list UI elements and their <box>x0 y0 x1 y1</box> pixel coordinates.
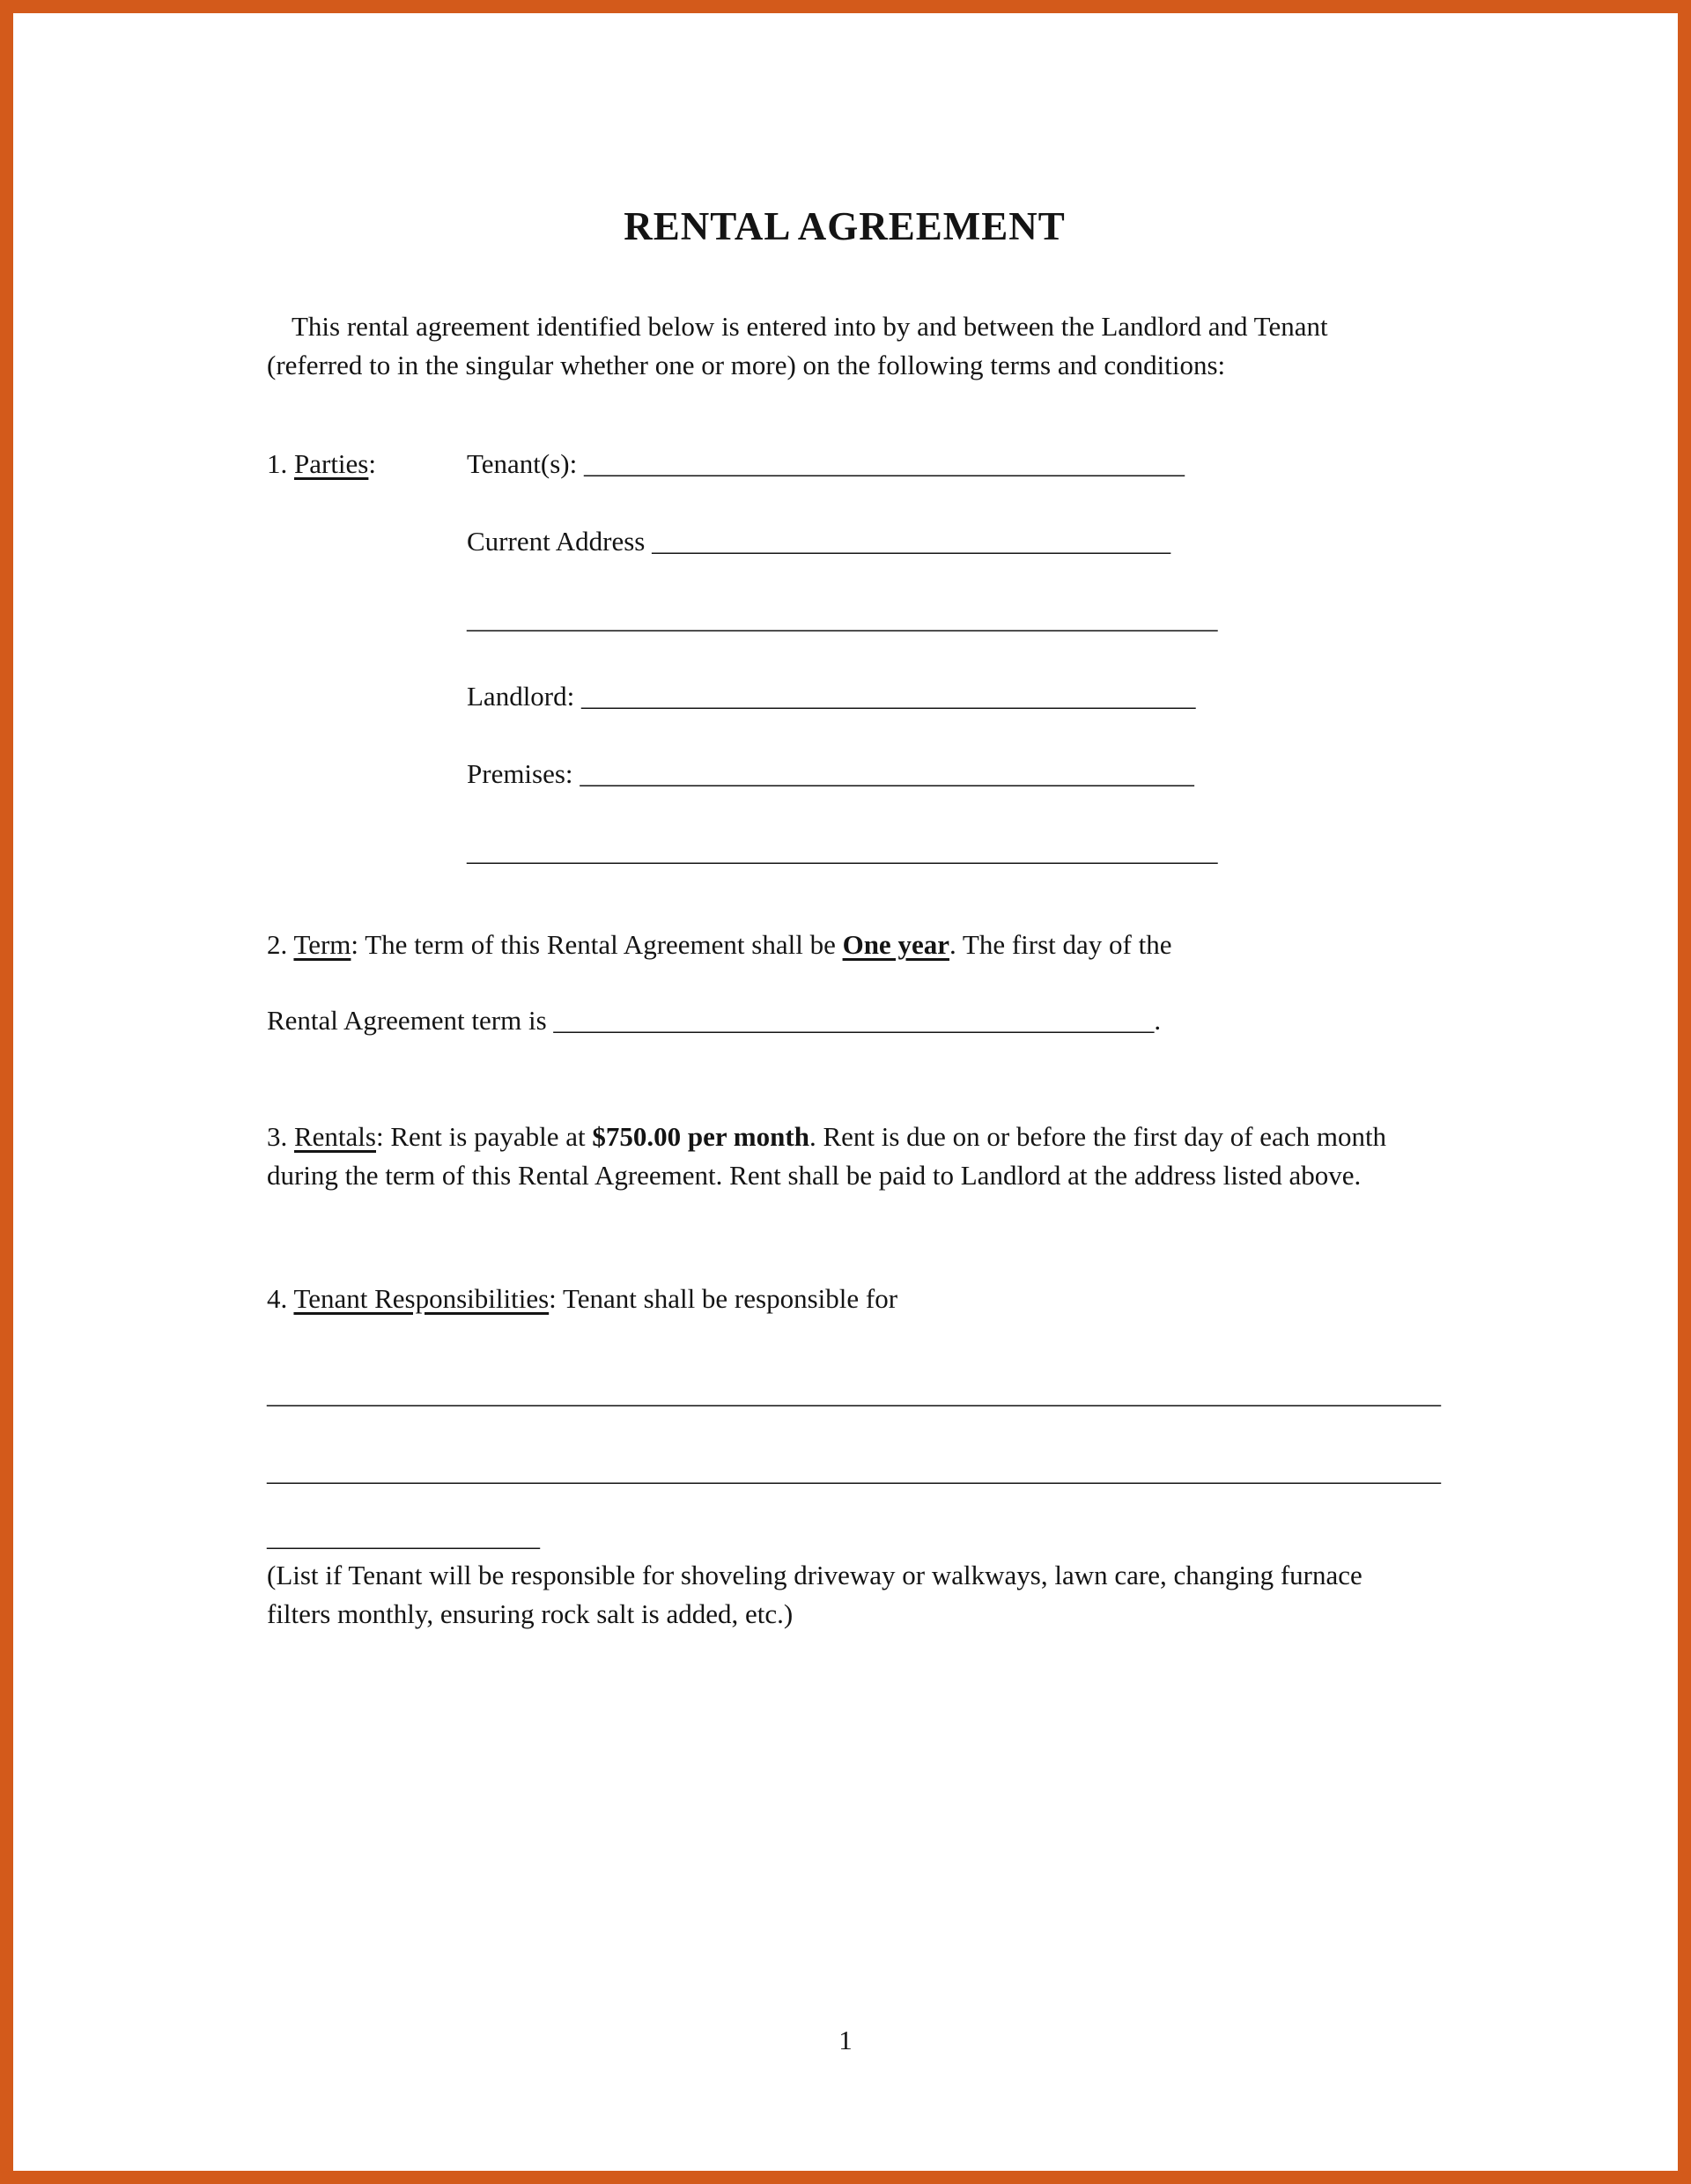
rentals-text-1: : Rent is payable at <box>376 1121 593 1152</box>
term-first-day-label: Rental Agreement term is <box>267 1005 554 1036</box>
landlord-blank-line: _____________________________________________ <box>581 681 1196 712</box>
field-landlord <box>467 677 1422 716</box>
term-heading-word: Term <box>293 929 351 960</box>
rentals-paragraph <box>267 1118 1422 1195</box>
responsibilities-heading-line <box>267 1280 1422 1318</box>
section-term <box>267 926 1422 1040</box>
rentals-heading-word: Rentals <box>294 1121 376 1152</box>
responsibilities-blank-line-1: ______________________________________________________________________________________ <box>267 1378 1441 1409</box>
field-premises-continuation <box>467 832 1422 871</box>
current-address-label: Current Address <box>467 526 653 557</box>
field-address-continuation <box>467 600 1422 638</box>
rentals-amount: $750.00 per month <box>592 1121 809 1152</box>
responsibilities-blank-line-3: ____________________ <box>267 1521 540 1552</box>
term-one-year: One year <box>842 929 949 960</box>
section-rentals <box>267 1118 1422 1195</box>
document-content <box>13 13 1678 1634</box>
field-current-address <box>467 522 1422 561</box>
responsibilities-text: : Tenant shall be responsible for <box>549 1283 898 1314</box>
landlord-label: Landlord: <box>467 681 581 712</box>
term-line2-period: . <box>1154 1005 1162 1036</box>
parties-heading <box>267 445 467 483</box>
parties-heading-colon: : <box>368 448 376 479</box>
premises-label: Premises: <box>467 758 580 789</box>
rentals-number: 3. <box>267 1121 294 1152</box>
current-address-blank-line: ______________________________________ <box>652 526 1171 557</box>
term-line-1 <box>267 926 1422 964</box>
responsibilities-number: 4. <box>267 1283 294 1314</box>
parties-fields <box>467 445 1422 871</box>
term-number: 2. <box>267 929 294 960</box>
tenant-blank-line: ____________________________________________ <box>583 448 1185 479</box>
term-date-blank-line: ____________________________________________ <box>553 1005 1155 1036</box>
term-text-1: : The term of this Rental Agreement shall be <box>351 929 843 960</box>
page-title: RENTAL AGREEMENT <box>624 204 1066 248</box>
address-continuation-blank-line: _______________________________________________________ <box>467 603 1218 634</box>
field-tenant <box>467 445 1422 483</box>
field-premises <box>467 755 1422 793</box>
parties-number: 1. <box>267 448 294 479</box>
section-parties <box>267 445 1422 871</box>
parties-heading-word: Parties <box>294 448 369 479</box>
term-text-2: . The first day of the <box>949 929 1172 960</box>
premises-continuation-blank-line: _______________________________________________________ <box>467 836 1218 867</box>
page-number: 1 <box>838 2025 853 2055</box>
rentals-text-2: . Rent is due on or before the first day of each month during the term of this Rental Agreement. Rent shall be paid to Landlord at the address listed above. <box>267 1121 1387 1191</box>
section-tenant-responsibilities <box>267 1280 1441 1634</box>
intro-paragraph: This rental agreement identified below is entered into by and between the Landlord and Tenant (referred to in the singular whether one or more) on the following terms and conditions: <box>267 311 1328 380</box>
term-line-2 <box>267 1001 1422 1040</box>
premises-blank-line: _____________________________________________ <box>580 758 1194 789</box>
tenant-label: Tenant(s): <box>467 448 584 479</box>
responsibilities-note: (List if Tenant will be responsible for shoveling driveway or walkways, lawn care, changing furnace filters monthly, ensuring rock salt is added, etc.) <box>267 1560 1362 1629</box>
responsibilities-blank-line-2: ______________________________________________________________________________________ <box>267 1456 1441 1487</box>
responsibilities-heading-word: Tenant Responsibilities <box>293 1283 550 1314</box>
